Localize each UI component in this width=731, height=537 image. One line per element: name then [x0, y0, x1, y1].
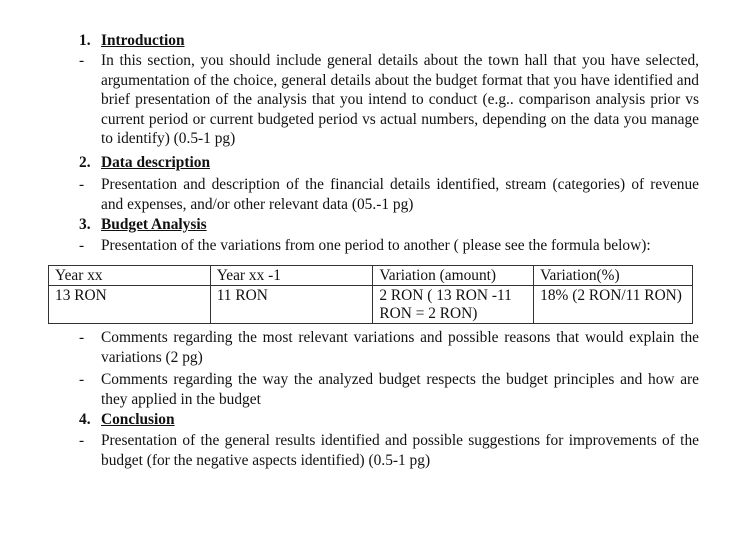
bullet-budget-text: Presentation of the variations from one period to another ( please see the formula below): — [101, 237, 651, 254]
bullet-conclusion — [79, 431, 699, 470]
table-row — [49, 286, 693, 324]
section-title: Data description — [101, 154, 211, 171]
section-title: Introduction — [101, 32, 185, 49]
bullet-comments-principles-text: Comments regarding the way the analyzed budget respects the budget principles and how are they applied in the budget — [101, 371, 699, 408]
bullet-data-text: Presentation and description of the financial details identified, stream (categories) of revenue and expenses, and/or other relevant data (05.-1 pg) — [101, 176, 699, 213]
table-cell: 2 RON ( 13 RON -11 RON = 2 RON) — [373, 286, 534, 324]
section-heading-data-description — [79, 153, 210, 173]
bullet-intro-text: In this section, you should include general details about the town hall that you have selected, argumentation of the choice, general details about the budget format that you have identified and brief presentation of the analysis that you intend to conduct (e.g.. comparison analysis prior vs current period or current budgeted period vs actual numbers, depending on the data you manage to identify) (0.5-1 pg) — [101, 52, 699, 148]
bullet-comments-variations — [79, 328, 699, 367]
table-header-row — [49, 266, 693, 286]
bullet-comments-variations-text: Comments regarding the most relevant variations and possible reasons that would explain the variations (2 pg) — [101, 329, 699, 366]
bullet-dash: - — [79, 176, 85, 193]
bullet-data — [79, 175, 699, 214]
section-number: 2. — [79, 154, 91, 171]
bullet-dash: - — [79, 237, 85, 254]
table-cell: 13 RON — [49, 286, 211, 324]
bullet-intro — [79, 51, 699, 149]
table-cell: 11 RON — [210, 286, 373, 324]
section-number: 1. — [79, 32, 91, 49]
section-heading-budget-analysis — [79, 215, 207, 235]
bullet-dash: - — [79, 432, 85, 449]
table-cell: 18% (2 RON/11 RON) — [534, 286, 693, 324]
section-number: 4. — [79, 411, 91, 428]
section-heading-conclusion — [79, 410, 175, 430]
bullet-budget — [79, 236, 699, 256]
table-header-cell: Year xx — [49, 266, 211, 286]
bullet-dash: - — [79, 371, 85, 388]
bullet-comments-principles — [79, 370, 699, 409]
section-title: Conclusion — [101, 411, 175, 428]
table-header-cell: Year xx -1 — [210, 266, 373, 286]
variation-table — [48, 265, 693, 324]
bullet-dash: - — [79, 329, 85, 346]
section-number: 3. — [79, 216, 91, 233]
table-header-cell: Variation(%) — [534, 266, 693, 286]
bullet-dash: - — [79, 52, 85, 69]
bullet-conclusion-text: Presentation of the general results identified and possible suggestions for improvements of the budget (for the negative aspects identified) (0.5-1 pg) — [101, 432, 699, 469]
section-heading-introduction — [79, 31, 185, 51]
table-header-cell: Variation (amount) — [373, 266, 534, 286]
section-title: Budget Analysis — [101, 216, 207, 233]
